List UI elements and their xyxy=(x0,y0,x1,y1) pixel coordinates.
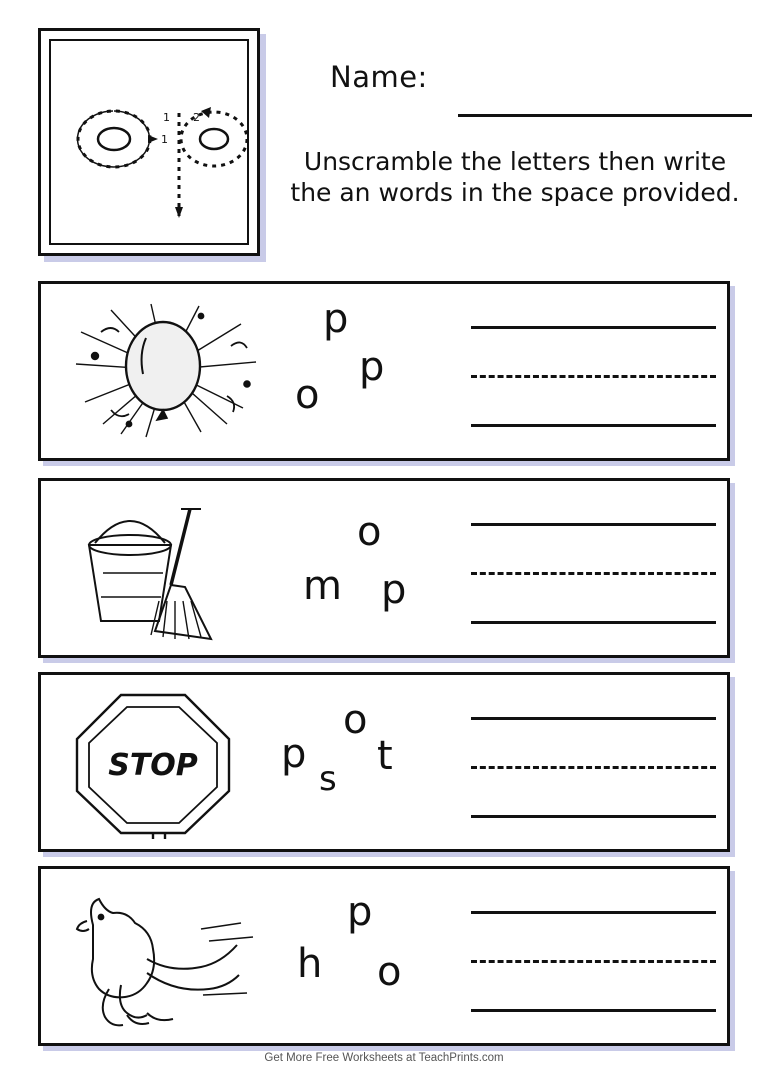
write-lines[interactable] xyxy=(471,499,716,639)
write-line-middle-dashed xyxy=(471,572,716,575)
scrambled-letter: m xyxy=(303,563,342,609)
pop-balloon-icon xyxy=(51,292,281,448)
svg-text:STOP: STOP xyxy=(108,748,198,783)
write-line-bottom xyxy=(471,424,716,427)
svg-text:1: 1 xyxy=(163,111,170,124)
write-line-top xyxy=(471,326,716,329)
stop-sign-icon xyxy=(51,683,281,839)
write-line-top xyxy=(471,523,716,526)
scrambled-letters xyxy=(281,284,461,458)
scrambled-letter: p xyxy=(359,344,385,390)
name-write-line[interactable] xyxy=(458,114,752,117)
scrambled-letter: o xyxy=(295,372,320,418)
svg-text:1: 1 xyxy=(161,133,168,146)
scrambled-letters xyxy=(281,869,461,1043)
scrambled-letter: o xyxy=(357,509,382,555)
footer-credit: Get More Free Worksheets at TeachPrints.com xyxy=(264,1052,504,1064)
scrambled-letter: p xyxy=(381,567,407,613)
scrambled-letter: p xyxy=(323,296,349,342)
scrambled-letter: s xyxy=(319,759,337,799)
letter-trace-card xyxy=(38,28,260,256)
write-lines[interactable] xyxy=(471,302,716,442)
mop-bucket-icon xyxy=(51,489,281,645)
worksheet-header xyxy=(38,28,740,260)
write-line-bottom xyxy=(471,815,716,818)
kangaroo-hop-icon xyxy=(51,877,281,1033)
exercise-row xyxy=(38,281,730,461)
write-line-middle-dashed xyxy=(471,960,716,963)
exercise-row xyxy=(38,672,730,852)
exercise-row xyxy=(38,478,730,658)
scrambled-letter: o xyxy=(343,697,368,743)
scrambled-letter: p xyxy=(281,731,307,777)
write-line-bottom xyxy=(471,621,716,624)
letter-trace-inner xyxy=(49,39,249,245)
op-tracing-letters-icon xyxy=(51,41,251,247)
scrambled-letter: p xyxy=(347,889,373,935)
scrambled-letters xyxy=(281,675,461,849)
name-label: Name: xyxy=(330,60,428,94)
name-row xyxy=(290,60,730,130)
instructions-text: Unscramble the letters then write the an words in the space provided. xyxy=(290,147,740,207)
scrambled-letter: h xyxy=(297,941,323,987)
scrambled-letter: t xyxy=(377,733,393,779)
write-line-middle-dashed xyxy=(471,375,716,378)
write-lines[interactable] xyxy=(471,693,716,833)
write-line-bottom xyxy=(471,1009,716,1012)
write-line-middle-dashed xyxy=(471,766,716,769)
scrambled-letters xyxy=(281,481,461,655)
scrambled-letter: o xyxy=(377,949,402,995)
write-lines[interactable] xyxy=(471,887,716,1027)
write-line-top xyxy=(471,911,716,914)
write-line-top xyxy=(471,717,716,720)
svg-text:2: 2 xyxy=(193,111,200,124)
exercise-row xyxy=(38,866,730,1046)
